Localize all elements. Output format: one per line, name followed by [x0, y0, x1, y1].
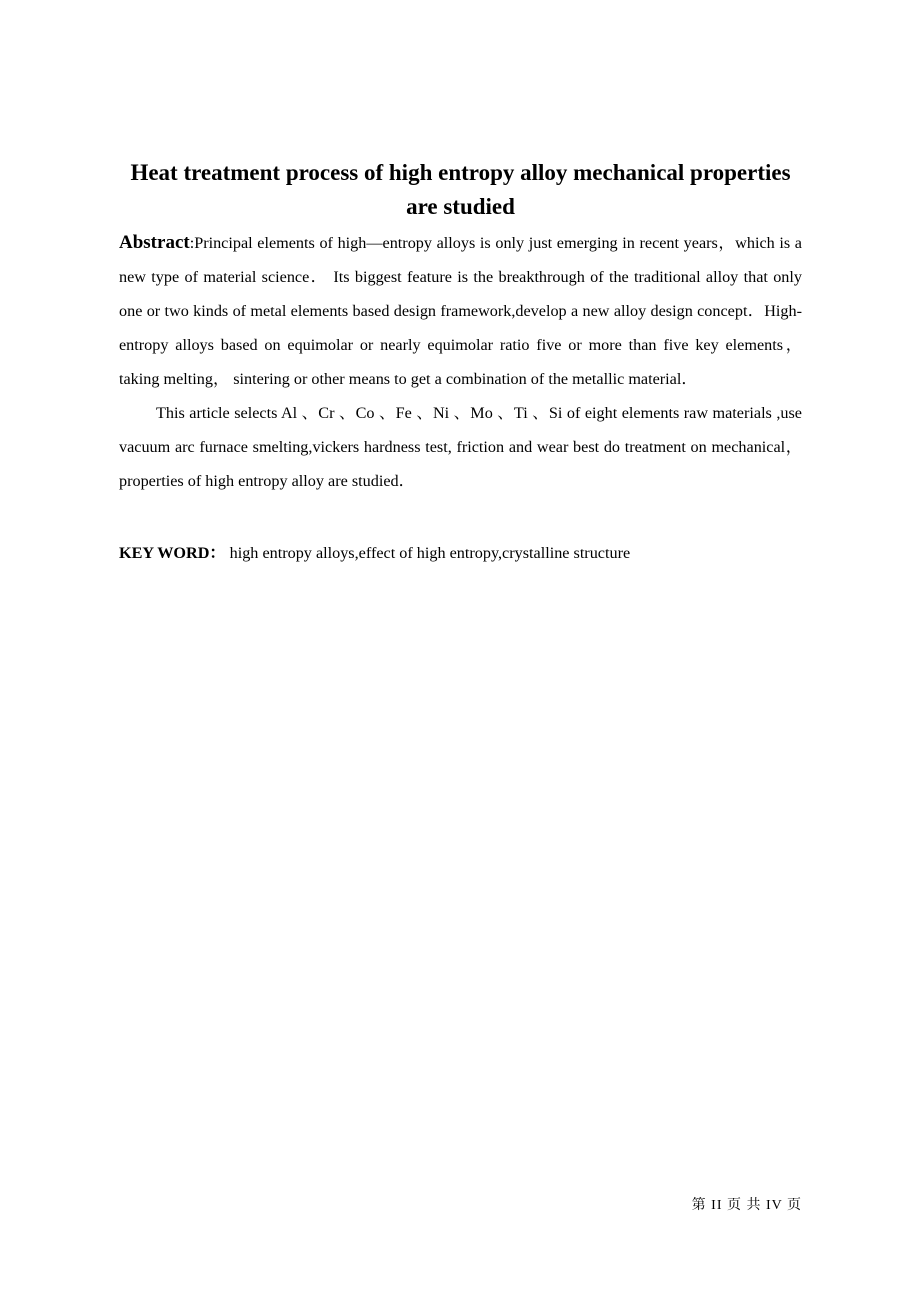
- keywords-label: KEY WORD：: [119, 544, 226, 562]
- keywords-line: [119, 540, 802, 566]
- abstract-label: Abstract: [119, 232, 190, 253]
- abstract-text-1: :Principal elements of high—entropy alloys is only just emerging in recent years，which is a new type of material science． Its biggest feature is the breakthrough of the traditional alloy that only one or two kinds of metal elements based design framework,develop a new alloy design concept．High-entropy alloys based on equimolar or nearly equimolar ratio five or more than five key elements， taking melting， sintering or other means to get a combination of the metallic material．: [119, 234, 802, 388]
- abstract-paragraph-1: [119, 226, 802, 396]
- keywords-text: high entropy alloys,effect of high entropy,crystalline structure: [225, 544, 631, 562]
- page-number-footer: 第 II 页 共 IV 页: [691, 1198, 802, 1213]
- abstract-section: [119, 226, 802, 498]
- abstract-paragraph-2: This article selects Al 、Cr 、Co 、Fe 、Ni 、Mo 、Ti 、Si of eight elements raw materials ,use vacuum arc furnace smelting,vickers hardness test, friction and wear best do treatment on mechanical，properties of high entropy alloy are studied．: [119, 404, 802, 490]
- document-title: Heat treatment process of high entropy alloy mechanical properties are studied: [130, 160, 791, 219]
